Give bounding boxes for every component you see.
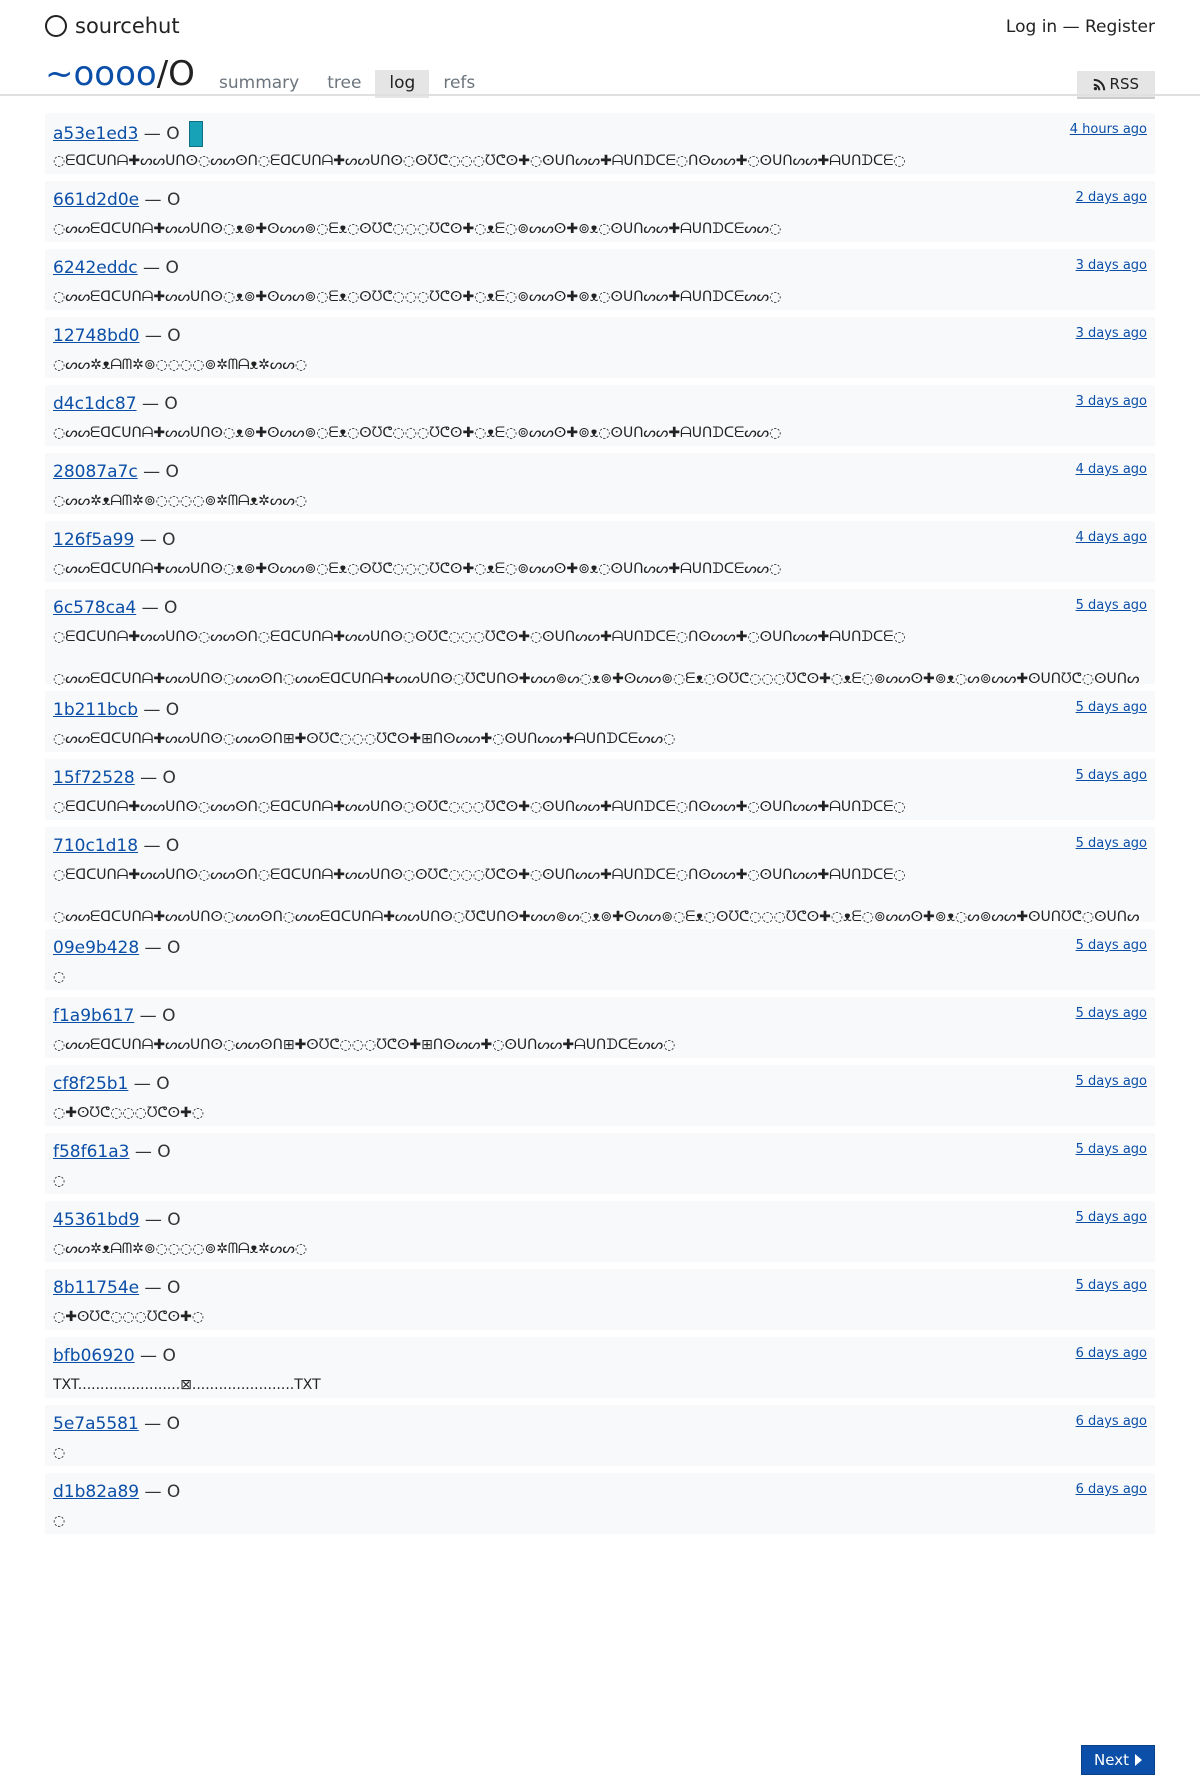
commit-message: ◌ᗴᗡᑕᑌᑎᗩ✚ᔕᔕᑌᑎⵙ◌ᔕᔕⵙᑎ◌ᗴᗡᑕᑌᑎᗩ✚ᔕᔕᑌᑎⵙ◌ⵙᘮᕦ◌◌◌ᘮᕦⵙ✚◌ⵙᑌᑎᔕᔕ✚ᗩᑌᑎᗪᑕᗴ◌ᑎⵙᔕᔕ✚◌ⵙᑌᑎᔕᔕ✚ᗩᑌᑎᗪᑕᗴ◌ [53, 153, 906, 169]
commit-header [53, 1209, 1147, 1231]
commit-age-link[interactable]: 5 days ago [1075, 1210, 1147, 1225]
commit-author-name: O [167, 326, 181, 346]
commit-sha-link[interactable]: 28087a7c [53, 462, 138, 482]
commit-header [53, 1073, 1147, 1095]
commit-header [53, 1141, 1147, 1163]
commit-age-link[interactable]: 5 days ago [1075, 1074, 1147, 1089]
commit-age-link[interactable]: 5 days ago [1075, 1006, 1147, 1021]
commit-author-name: O [162, 768, 176, 788]
commit-message: ◌ᔕᔕᗴᗡᑕᑌᑎᗩ✚ᔕᔕᑌᑎⵙ◌ᴥ⊚✚ⵙᔕᔕ⊚◌ᗴᴥ◌ⵙᘮᕦ◌◌◌ᘮᕦⵙ✚◌ᴥᗴ◌⊚ᔕᔕⵙ✚⊚ᴥ◌ⵙᑌᑎᔕᔕ✚ᗩᑌᑎᗪᑕᗴᔕᔕ◌ [53, 561, 782, 577]
commit-author: — O [139, 1482, 181, 1502]
commit-row [45, 453, 1155, 514]
next-page-button[interactable] [1081, 1745, 1155, 1775]
commit-message: ◌ᗴᗡᑕᑌᑎᗩ✚ᔕᔕᑌᑎⵙ◌ᔕᔕⵙᑎ◌ᗴᗡᑕᑌᑎᗩ✚ᔕᔕᑌᑎⵙ◌ⵙᘮᕦ◌◌◌ᘮᕦⵙ✚◌ⵙᑌᑎᔕᔕ✚ᗩᑌᑎᗪᑕᗴ◌ᑎⵙᔕᔕ✚◌ⵙᑌᑎᔕᔕ✚ᗩᑌᑎᗪᑕᗴ◌ [53, 629, 906, 645]
ref-badge[interactable] [189, 121, 203, 147]
commit-age-link[interactable]: 5 days ago [1075, 700, 1147, 715]
commit-author-name: O [166, 1414, 180, 1434]
commit-sha-link[interactable]: d1b82a89 [53, 1482, 140, 1502]
commit-header [53, 1481, 1147, 1503]
commit-author: — O [138, 124, 180, 144]
sourcehut-logo-icon [45, 15, 67, 37]
commit-message-body: ◌ᔕᔕᗴᗡᑕᑌᑎᗩ✚ᔕᔕᑌᑎⵙ◌ᔕᔕⵙᑎ◌ᔕᔕᗴᗡᑕᑌᑎᗩ✚ᔕᔕᑌᑎⵙ◌ᘮᕦᑌᑎⵙ✚ᔕᔕ⊚ᔕ◌ᴥ⊚✚ⵙᔕᔕ⊚◌ᗴᴥ◌ⵙᘮᕦ◌◌◌ᘮᕦⵙ✚◌ᴥᗴ◌⊚ᔕᔕⵙ✚⊚ᴥ◌ᔕ⊚ᔕᔕ✚ⵙᑌᑎᘮᕦ◌ⵙᑌᑎᔕ [53, 671, 1140, 687]
commit-sha-link[interactable]: 1b211bcb [53, 700, 138, 720]
commit-author-name: O [157, 1142, 171, 1162]
commit-message: ◌ [53, 969, 66, 985]
login-link[interactable]: Log in [1005, 17, 1058, 37]
commit-header [53, 1005, 1147, 1027]
commit-age-link[interactable]: 4 days ago [1075, 462, 1147, 477]
commit-row [45, 113, 1155, 174]
commit-age-link[interactable]: 5 days ago [1075, 836, 1147, 851]
commit-row [45, 317, 1155, 378]
commit-message: ◌ [53, 1513, 66, 1529]
commit-author: — O [139, 938, 181, 958]
auth-separator: — [1062, 17, 1080, 37]
brand-link[interactable] [45, 14, 180, 38]
commit-row [45, 1269, 1155, 1330]
commit-sha-link[interactable]: d4c1dc87 [53, 394, 137, 414]
commit-row [45, 521, 1155, 582]
commit-row [45, 691, 1155, 752]
tab-log[interactable]: log [375, 70, 429, 98]
commit-author: — O [139, 1278, 181, 1298]
commit-age-link[interactable]: 6 days ago [1075, 1482, 1147, 1497]
commit-header [53, 257, 1147, 279]
commit-sha-link[interactable]: 710c1d18 [53, 836, 139, 856]
repo-slash: / [156, 54, 169, 94]
commit-sha-link[interactable]: 661d2d0e [53, 190, 140, 210]
commit-row [45, 1133, 1155, 1194]
commit-author: — O [137, 462, 179, 482]
commit-author: — O [139, 1210, 181, 1230]
auth-links [1006, 17, 1155, 37]
commit-header [53, 699, 1147, 721]
commit-message-body: ◌ᔕᔕᗴᗡᑕᑌᑎᗩ✚ᔕᔕᑌᑎⵙ◌ᔕᔕⵙᑎ◌ᔕᔕᗴᗡᑕᑌᑎᗩ✚ᔕᔕᑌᑎⵙ◌ᘮᕦᑌᑎⵙ✚ᔕᔕ⊚ᔕ◌ᴥ⊚✚ⵙᔕᔕ⊚◌ᗴᴥ◌ⵙᘮᕦ◌◌◌ᘮᕦⵙ✚◌ᴥᗴ◌⊚ᔕᔕⵙ✚⊚ᴥ◌ᔕ⊚ᔕᔕ✚ⵙᑌᑎᘮᕦ◌ⵙᑌᑎᔕ [53, 909, 1140, 925]
commit-sha-link[interactable]: 45361bd9 [53, 1210, 140, 1230]
repo-title [45, 54, 195, 94]
commit-author-name: O [156, 1074, 170, 1094]
commit-message: ◌ᔕᔕ✲ᴥᗩᗰ✲⊚◌◌◌◌⊚✲ᗰᗩᴥ✲ᔕᔕ◌ [53, 493, 308, 509]
commit-message: ◌ᔕᔕ✲ᴥᗩᗰ✲⊚◌◌◌◌⊚✲ᗰᗩᴥ✲ᔕᔕ◌ [53, 1241, 308, 1257]
tab-summary[interactable]: summary [219, 73, 300, 93]
commit-author: — O [136, 394, 178, 414]
commit-age-link[interactable]: 6 days ago [1075, 1414, 1147, 1429]
commit-author-name: O [164, 394, 178, 414]
commit-author-name: O [165, 258, 179, 278]
commit-author-name: O [165, 462, 179, 482]
register-link[interactable]: Register [1085, 17, 1155, 37]
commit-row [45, 997, 1155, 1058]
commit-row [45, 929, 1155, 990]
header-divider [0, 94, 1200, 96]
commit-message: ◌ᔕᔕᗴᗡᑕᑌᑎᗩ✚ᔕᔕᑌᑎⵙ◌ᴥ⊚✚ⵙᔕᔕ⊚◌ᗴᴥ◌ⵙᘮᕦ◌◌◌ᘮᕦⵙ✚◌ᴥᗴ◌⊚ᔕᔕⵙ✚⊚ᴥ◌ⵙᑌᑎᔕᔕ✚ᗩᑌᑎᗪᑕᗴᔕᔕ◌ [53, 425, 782, 441]
commit-sha-link[interactable]: bfb06920 [53, 1346, 135, 1366]
commit-sha-link[interactable]: 6242eddc [53, 258, 138, 278]
commit-header [53, 529, 1147, 551]
next-label: Next [1094, 1751, 1129, 1769]
commit-author: — O [134, 1006, 176, 1026]
commit-author: — O [129, 1142, 171, 1162]
commit-sha-link[interactable]: 15f72528 [53, 768, 135, 788]
tab-refs[interactable]: refs [443, 73, 476, 93]
commit-list [45, 113, 1155, 1541]
commit-sha-link[interactable]: 126f5a99 [53, 530, 135, 550]
commit-sha-link[interactable]: a53e1ed3 [53, 124, 139, 144]
commit-row [45, 1065, 1155, 1126]
commit-age-link[interactable]: 6 days ago [1075, 1346, 1147, 1361]
commit-author-name: O [162, 1346, 176, 1366]
commit-author-name: O [165, 700, 180, 720]
commit-message: ◌✚ⵙᘮᕦ◌◌◌ᘮᕦⵙ✚◌ [53, 1309, 205, 1325]
commit-author-name: O [166, 124, 180, 144]
commit-message: ◌ᔕᔕᗴᗡᑕᑌᑎᗩ✚ᔕᔕᑌᑎⵙ◌ᔕᔕⵙᑎ⊞✚ⵙᘮᕦ◌◌◌ᘮᕦⵙ✚⊞ᑎⵙᔕᔕ✚◌ⵙᑌᑎᔕᔕ✚ᗩᑌᑎᗪᑕᗴᔕᔕ◌ [53, 1037, 676, 1053]
commit-author: — O [134, 1346, 176, 1366]
commit-age-link[interactable]: 5 days ago [1075, 768, 1147, 783]
commit-sha-link[interactable]: 8b11754e [53, 1278, 140, 1298]
commit-message: ◌ᔕᔕᗴᗡᑕᑌᑎᗩ✚ᔕᔕᑌᑎⵙ◌ᴥ⊚✚ⵙᔕᔕ⊚◌ᗴᴥ◌ⵙᘮᕦ◌◌◌ᘮᕦⵙ✚◌ᴥᗴ◌⊚ᔕᔕⵙ✚⊚ᴥ◌ⵙᑌᑎᔕᔕ✚ᗩᑌᑎᗪᑕᗴᔕᔕ◌ [53, 289, 782, 305]
commit-header [53, 937, 1147, 959]
commit-age-link[interactable]: 5 days ago [1075, 598, 1147, 613]
commit-age-link[interactable]: 5 days ago [1075, 1142, 1147, 1157]
tab-tree[interactable]: tree [327, 73, 362, 93]
commit-age-link[interactable]: 3 days ago [1075, 326, 1147, 341]
commit-author-name: O [166, 1278, 181, 1298]
commit-message: ◌ᔕᔕ✲ᴥᗩᗰ✲⊚◌◌◌◌⊚✲ᗰᗩᴥ✲ᔕᔕ◌ [53, 357, 308, 373]
caret-right-icon [1135, 1754, 1142, 1766]
commit-header [53, 767, 1147, 789]
commit-author-name: O [166, 1482, 181, 1502]
commit-header [53, 1413, 1147, 1435]
commit-author-name: O [166, 938, 181, 958]
repo-name: O [168, 54, 195, 94]
commit-row [45, 759, 1155, 820]
commit-sha-link[interactable]: 5e7a5581 [53, 1414, 139, 1434]
commit-sha-link[interactable]: 6c578ca4 [53, 598, 137, 618]
commit-sha-link[interactable]: f58f61a3 [53, 1142, 130, 1162]
commit-message: ◌ᔕᔕᗴᗡᑕᑌᑎᗩ✚ᔕᔕᑌᑎⵙ◌ᴥ⊚✚ⵙᔕᔕ⊚◌ᗴᴥ◌ⵙᘮᕦ◌◌◌ᘮᕦⵙ✚◌ᴥᗴ◌⊚ᔕᔕⵙ✚⊚ᴥ◌ⵙᑌᑎᔕᔕ✚ᗩᑌᑎᗪᑕᗴᔕᔕ◌ [53, 221, 782, 237]
commit-message: ◌ [53, 1445, 66, 1461]
commit-sha-link[interactable]: cf8f25b1 [53, 1074, 129, 1094]
commit-age-link[interactable]: 3 days ago [1075, 394, 1147, 409]
commit-header [53, 1345, 1147, 1367]
rss-icon [1093, 78, 1106, 91]
commit-age-link[interactable]: 2 days ago [1075, 190, 1147, 205]
commit-row [45, 1201, 1155, 1262]
commit-age-link[interactable]: 5 days ago [1075, 1278, 1147, 1293]
rss-label: RSS [1109, 75, 1139, 93]
commit-row [45, 1473, 1155, 1534]
commit-message: ◌ᔕᔕᗴᗡᑕᑌᑎᗩ✚ᔕᔕᑌᑎⵙ◌ᔕᔕⵙᑎ⊞✚ⵙᘮᕦ◌◌◌ᘮᕦⵙ✚⊞ᑎⵙᔕᔕ✚◌ⵙᑌᑎᔕᔕ✚ᗩᑌᑎᗪᑕᗴᔕᔕ◌ [53, 731, 676, 747]
repo-owner-link[interactable]: ~oooo [45, 54, 157, 94]
top-navbar [45, 14, 1155, 44]
commit-age-link[interactable]: 4 hours ago [1069, 122, 1147, 137]
commit-author: — O [138, 1414, 180, 1434]
commit-row [45, 249, 1155, 310]
commit-message: ◌ᗴᗡᑕᑌᑎᗩ✚ᔕᔕᑌᑎⵙ◌ᔕᔕⵙᑎ◌ᗴᗡᑕᑌᑎᗩ✚ᔕᔕᑌᑎⵙ◌ⵙᘮᕦ◌◌◌ᘮᕦⵙ✚◌ⵙᑌᑎᔕᔕ✚ᗩᑌᑎᗪᑕᗴ◌ᑎⵙᔕᔕ✚◌ⵙᑌᑎᔕᔕ✚ᗩᑌᑎᗪᑕᗴ◌ [53, 799, 906, 815]
commit-author: — O [138, 836, 180, 856]
commit-message: ◌✚ⵙᘮᕦ◌◌◌ᘮᕦⵙ✚◌ [53, 1105, 205, 1121]
commit-header [53, 835, 1147, 857]
commit-header [53, 121, 1147, 143]
commit-message: TXT.......................⊠.......................TXT [53, 1377, 321, 1393]
commit-author: — O [139, 190, 181, 210]
commit-row [45, 1337, 1155, 1398]
commit-author: — O [134, 530, 176, 550]
commit-row [45, 1405, 1155, 1466]
commit-author-name: O [166, 190, 181, 210]
commit-header [53, 189, 1147, 211]
commit-header [53, 1277, 1147, 1299]
commit-sha-link[interactable]: 09e9b428 [53, 938, 140, 958]
commit-author: — O [128, 1074, 170, 1094]
brand-label: sourcehut [75, 14, 180, 38]
commit-row [45, 385, 1155, 446]
commit-sha-link[interactable]: f1a9b617 [53, 1006, 135, 1026]
commit-age-link[interactable]: 3 days ago [1075, 258, 1147, 273]
commit-row [45, 589, 1155, 687]
commit-author: — O [137, 700, 180, 720]
commit-sha-link[interactable]: 12748bd0 [53, 326, 140, 346]
commit-message: ◌ [53, 1173, 66, 1189]
commit-author-name: O [162, 1006, 176, 1026]
commit-header [53, 461, 1147, 483]
commit-author: — O [136, 598, 178, 618]
repo-header [45, 50, 1155, 94]
commit-author: — O [134, 768, 176, 788]
commit-author-name: O [162, 530, 176, 550]
commit-header [53, 325, 1147, 347]
commit-row [45, 827, 1155, 925]
commit-message: ◌ᗴᗡᑕᑌᑎᗩ✚ᔕᔕᑌᑎⵙ◌ᔕᔕⵙᑎ◌ᗴᗡᑕᑌᑎᗩ✚ᔕᔕᑌᑎⵙ◌ⵙᘮᕦ◌◌◌ᘮᕦⵙ✚◌ⵙᑌᑎᔕᔕ✚ᗩᑌᑎᗪᑕᗴ◌ᑎⵙᔕᔕ✚◌ⵙᑌᑎᔕᔕ✚ᗩᑌᑎᗪᑕᗴ◌ [53, 867, 906, 883]
commit-author-name: O [165, 836, 180, 856]
commit-author: — O [139, 326, 181, 346]
commit-author-name: O [164, 598, 178, 618]
commit-age-link[interactable]: 5 days ago [1075, 938, 1147, 953]
commit-row [45, 181, 1155, 242]
commit-author: — O [137, 258, 179, 278]
commit-age-link[interactable]: 4 days ago [1075, 530, 1147, 545]
commit-header [53, 393, 1147, 415]
commit-header [53, 597, 1147, 619]
commit-author-name: O [167, 1210, 181, 1230]
